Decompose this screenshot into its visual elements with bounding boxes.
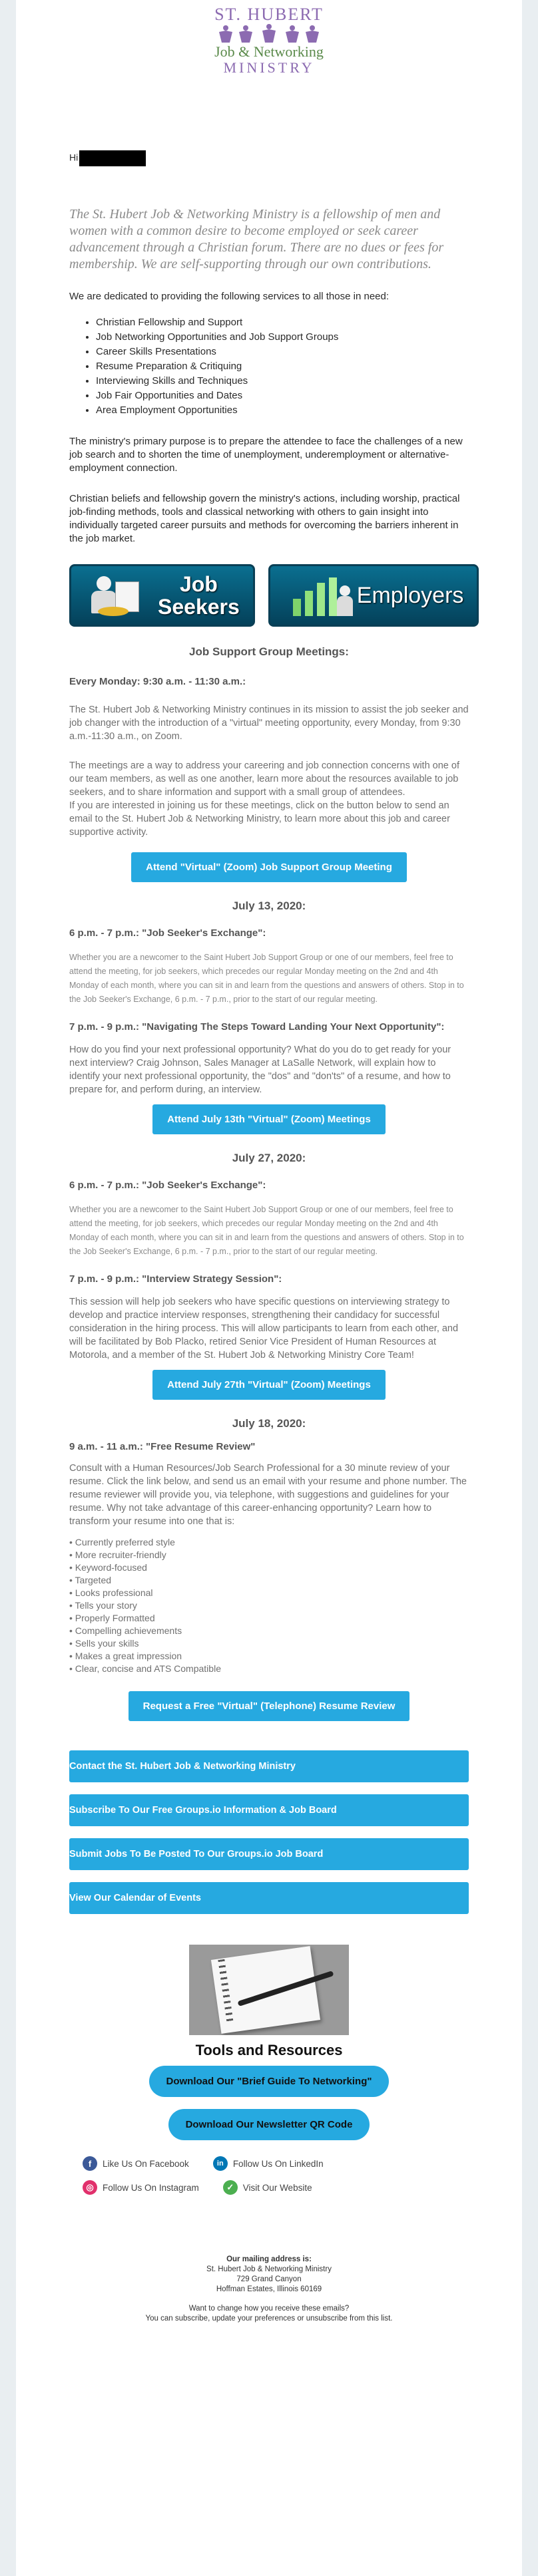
footer [16,2255,522,2324]
request-resume-review-button[interactable]: Request a Free "Virtual" (Telephone) Resume Review [129,1691,410,1721]
logo-title-mid: Job & Networking [214,43,324,60]
qr-button-wrap [16,2109,522,2140]
list-item: • Keyword-focused [69,1562,147,1573]
july27-session2-text: This session will help job seekers who have specific questions on interviewing strategy to develop and practice interview responses, strengthening their candidacy for successful consideration in the hiring process. This will allow participants to learn from each other, and will be facilitated by Bob Placko, retired Senior Vice President of Human Resources at Motorola, and a member of the St. Hubert Job & Networking Ministry Core Team! [69,1297,459,1361]
intro-text: The St. Hubert Job & Networking Ministry is a fellowship of men and women with a common desire to become employed or seek career advancement through a Christian forum. There are no dues or fees for membership. We are self-supporting through our own contributions. [69,207,444,271]
meeting-button-wrap [16,852,522,882]
services-list [96,315,469,418]
greeting [69,150,522,166]
mailing-label: Our mailing address is: [226,2255,312,2263]
list-item: • Tells your story [69,1600,137,1611]
employers-chart-icon [284,572,357,619]
list-item: • Targeted [69,1575,112,1585]
download-guide-button[interactable]: Download Our "Brief Guide To Networking" [149,2066,390,2097]
july27-button-wrap [16,1370,522,1400]
meetings-text-1: The St. Hubert Job & Networking Ministry continues in its mission to assist the job seeker and job changer with the introduction of a "virtual" meeting opportunity, every Monday, from 9:30 a.m.-11:30 a.m., on Zoom. [69,705,469,742]
list-item: • Resume Preparation & Critiquing [96,359,469,374]
website-link[interactable] [223,2180,312,2195]
beliefs-text: Christian beliefs and fellowship govern the ministry's actions, including worship, practical job-finding methods, tools and classical networking with others to gain insight into individually targeted career pursuits and methods for overcoming the barriers inherent in the job market. [69,493,460,544]
purpose-text: The ministry's primary purpose is to prepare the attendee to face the challenges of a new job search and to shorten the time of unemployment, underemployment or alternative-employment connection. [69,436,463,474]
linkedin-icon: in [213,2156,228,2171]
july13-date: July 13, 2020: [232,899,306,912]
instagram-label: Follow Us On Instagram [103,2182,199,2193]
list-item: • Job Fair Opportunities and Dates [96,389,469,403]
job-seekers-label [158,573,240,618]
logo-title-bottom: MINISTRY [223,59,315,76]
july13-session1-text: Whether you are a newcomer to the Saint Hubert Job Support Group or one of our members, feel free to attend the meeting, for job seekers, which precedes our regular Monday meeting on the 2nd and 4th Monday of each month, where you can sit in and learn from the questions and answers of others. Stop in to the Job Seeker's Exchange, 6 p.m. - 7 p.m., prior to the start of our regular meeting. [69,953,464,1004]
services-intro: We are dedicated to providing the following services to all those in need: [69,291,390,302]
july27-session2-title: 7 p.m. - 9 p.m.: "Interview Strategy Session": [69,1273,282,1285]
july27-session1-title: 6 p.m. - 7 p.m.: "Job Seeker's Exchange": [69,1180,266,1191]
job-seekers-line-2: Seekers [158,595,240,619]
change-prefs-text: Want to change how you receive these emails? [188,2305,350,2313]
list-item: • Makes a great impression [69,1651,182,1661]
social-links [83,2156,469,2195]
resume-button-wrap [16,1691,522,1721]
logo-title-top: ST. HUBERT [214,5,324,24]
attend-july13-button[interactable]: Attend July 13th "Virtual" (Zoom) Meetings [152,1104,386,1134]
facebook-link[interactable] [83,2156,189,2171]
facebook-icon: f [83,2156,97,2171]
download-qr-button[interactable]: Download Our Newsletter QR Code [168,2109,370,2140]
linkedin-label: Follow Us On LinkedIn [232,2158,324,2169]
july18-text: Consult with a Human Resources/Job Search Professional for a 30 minute review of your resume. Click the link below, and send us an email with your resume and phone number. The resume reviewer will provide you, via telephone, with suggestions and guidelines for your resume. Why not take advantage of this career-enhancing opportunity? Learn how to transform your resume into one that is: [69,1463,467,1527]
greeting-text: Hi [69,152,79,163]
website-icon: ✓ [223,2180,238,2195]
contact-ministry-button[interactable]: Contact the St. Hubert Job & Networking Ministry [69,1750,469,1782]
tools-title: Tools and Resources [195,2042,343,2058]
view-calendar-button[interactable]: View Our Calendar of Events [69,1882,469,1914]
job-seekers-line-1: Job [179,572,218,596]
redacted-name [79,150,146,166]
submit-jobs-button[interactable]: Submit Jobs To Be Posted To Our Groups.io Job Board [69,1838,469,1870]
logo-figures-icon [212,24,326,44]
mailing-org: St. Hubert Job & Networking Ministry [206,2265,332,2273]
notebook-pen-image [189,1945,349,2035]
employers-label: Employers [356,583,464,608]
meetings-title: Job Support Group Meetings: [189,645,349,658]
meetings-text-3: If you are interested in joining us for these meetings, click on the button below to send an email to the St. Hubert Job & Networking Ministry, to learn more about this job and career supportive activity. [69,800,450,838]
mailing-street: 729 Grand Canyon [236,2275,302,2283]
july13-session2-text: How do you find your next professional opportunity? What do you do to get ready for your next interview? Craig Johnson, Sales Manager at LaSalle Network, will explain how to identify your next professional opportunity, the "dos" and "don'ts" of a resume, and how to prepare for, and perform during, an interview. [69,1045,451,1095]
employers-banner[interactable] [268,564,479,627]
action-buttons [16,1750,522,1914]
ministry-logo [16,0,522,92]
resume-benefits-list [69,1536,469,1675]
list-item: • Interviewing Skills and Techniques [96,374,469,389]
list-item: • Sells your skills [69,1638,139,1649]
list-item: • Clear, concise and ATS Compatible [69,1663,221,1674]
list-item: • More recruiter-friendly [69,1549,166,1560]
instagram-icon: ◎ [83,2180,97,2195]
attend-july27-button[interactable]: Attend July 27th "Virtual" (Zoom) Meetings [152,1370,386,1400]
linkedin-link[interactable] [213,2156,324,2171]
guide-button-wrap [16,2066,522,2097]
list-item: • Currently preferred style [69,1537,175,1547]
list-item: • Area Employment Opportunities [96,403,469,418]
july18-date: July 18, 2020: [232,1417,306,1430]
social-row [83,2156,469,2171]
instagram-link[interactable] [83,2180,199,2195]
website-label: Visit Our Website [242,2182,312,2193]
subscribe-groups-button[interactable]: Subscribe To Our Free Groups.io Information & Job Board [69,1794,469,1826]
meetings-schedule: Every Monday: 9:30 a.m. - 11:30 a.m.: [69,676,246,687]
unsubscribe-link[interactable]: You can subscribe, update your preferences or unsubscribe from this list. [145,2315,393,2323]
promo-banners [69,564,469,627]
july27-date: July 27, 2020: [232,1152,306,1164]
list-item: • Properly Formatted [69,1613,155,1623]
list-item: • Looks professional [69,1587,153,1598]
email-card [16,0,522,2576]
list-item: • Christian Fellowship and Support [96,315,469,330]
job-seekers-figure-icon [85,572,158,619]
list-item: • Job Networking Opportunities and Job Support Groups [96,330,469,345]
list-item: • Career Skills Presentations [96,345,469,359]
attend-support-group-button[interactable]: Attend "Virtual" (Zoom) Job Support Group Meeting [131,852,407,882]
mailing-city: Hoffman Estates, Illinois 60169 [216,2285,322,2293]
july13-session1-title: 6 p.m. - 7 p.m.: "Job Seeker's Exchange": [69,927,266,939]
list-item: • Compelling achievements [69,1625,182,1636]
job-seekers-banner[interactable] [69,564,255,627]
july18-title: 9 a.m. - 11 a.m.: "Free Resume Review" [69,1441,256,1452]
july13-session2-title: 7 p.m. - 9 p.m.: "Navigating The Steps Toward Landing Your Next Opportunity": [69,1021,445,1033]
meetings-text-2: The meetings are a way to address your careering and job connection concerns with one of our team members, as well as one another, learn more about the resources available to job seekers, and to share information and support with a small group of attendees. [69,760,459,798]
social-row [83,2180,469,2195]
july13-button-wrap [16,1104,522,1134]
july27-session1-text: Whether you are a newcomer to the Saint Hubert Job Support Group or one of our members, feel free to attend the meeting, for job seekers, which precedes our regular Monday meeting on the 2nd and 4th Monday of each month, where you can sit in and learn from the questions and answers of others. Stop in to the Job Seeker's Exchange, 6 p.m. - 7 p.m., prior to the start of our regular meeting. [69,1205,464,1256]
facebook-label: Like Us On Facebook [103,2158,189,2169]
